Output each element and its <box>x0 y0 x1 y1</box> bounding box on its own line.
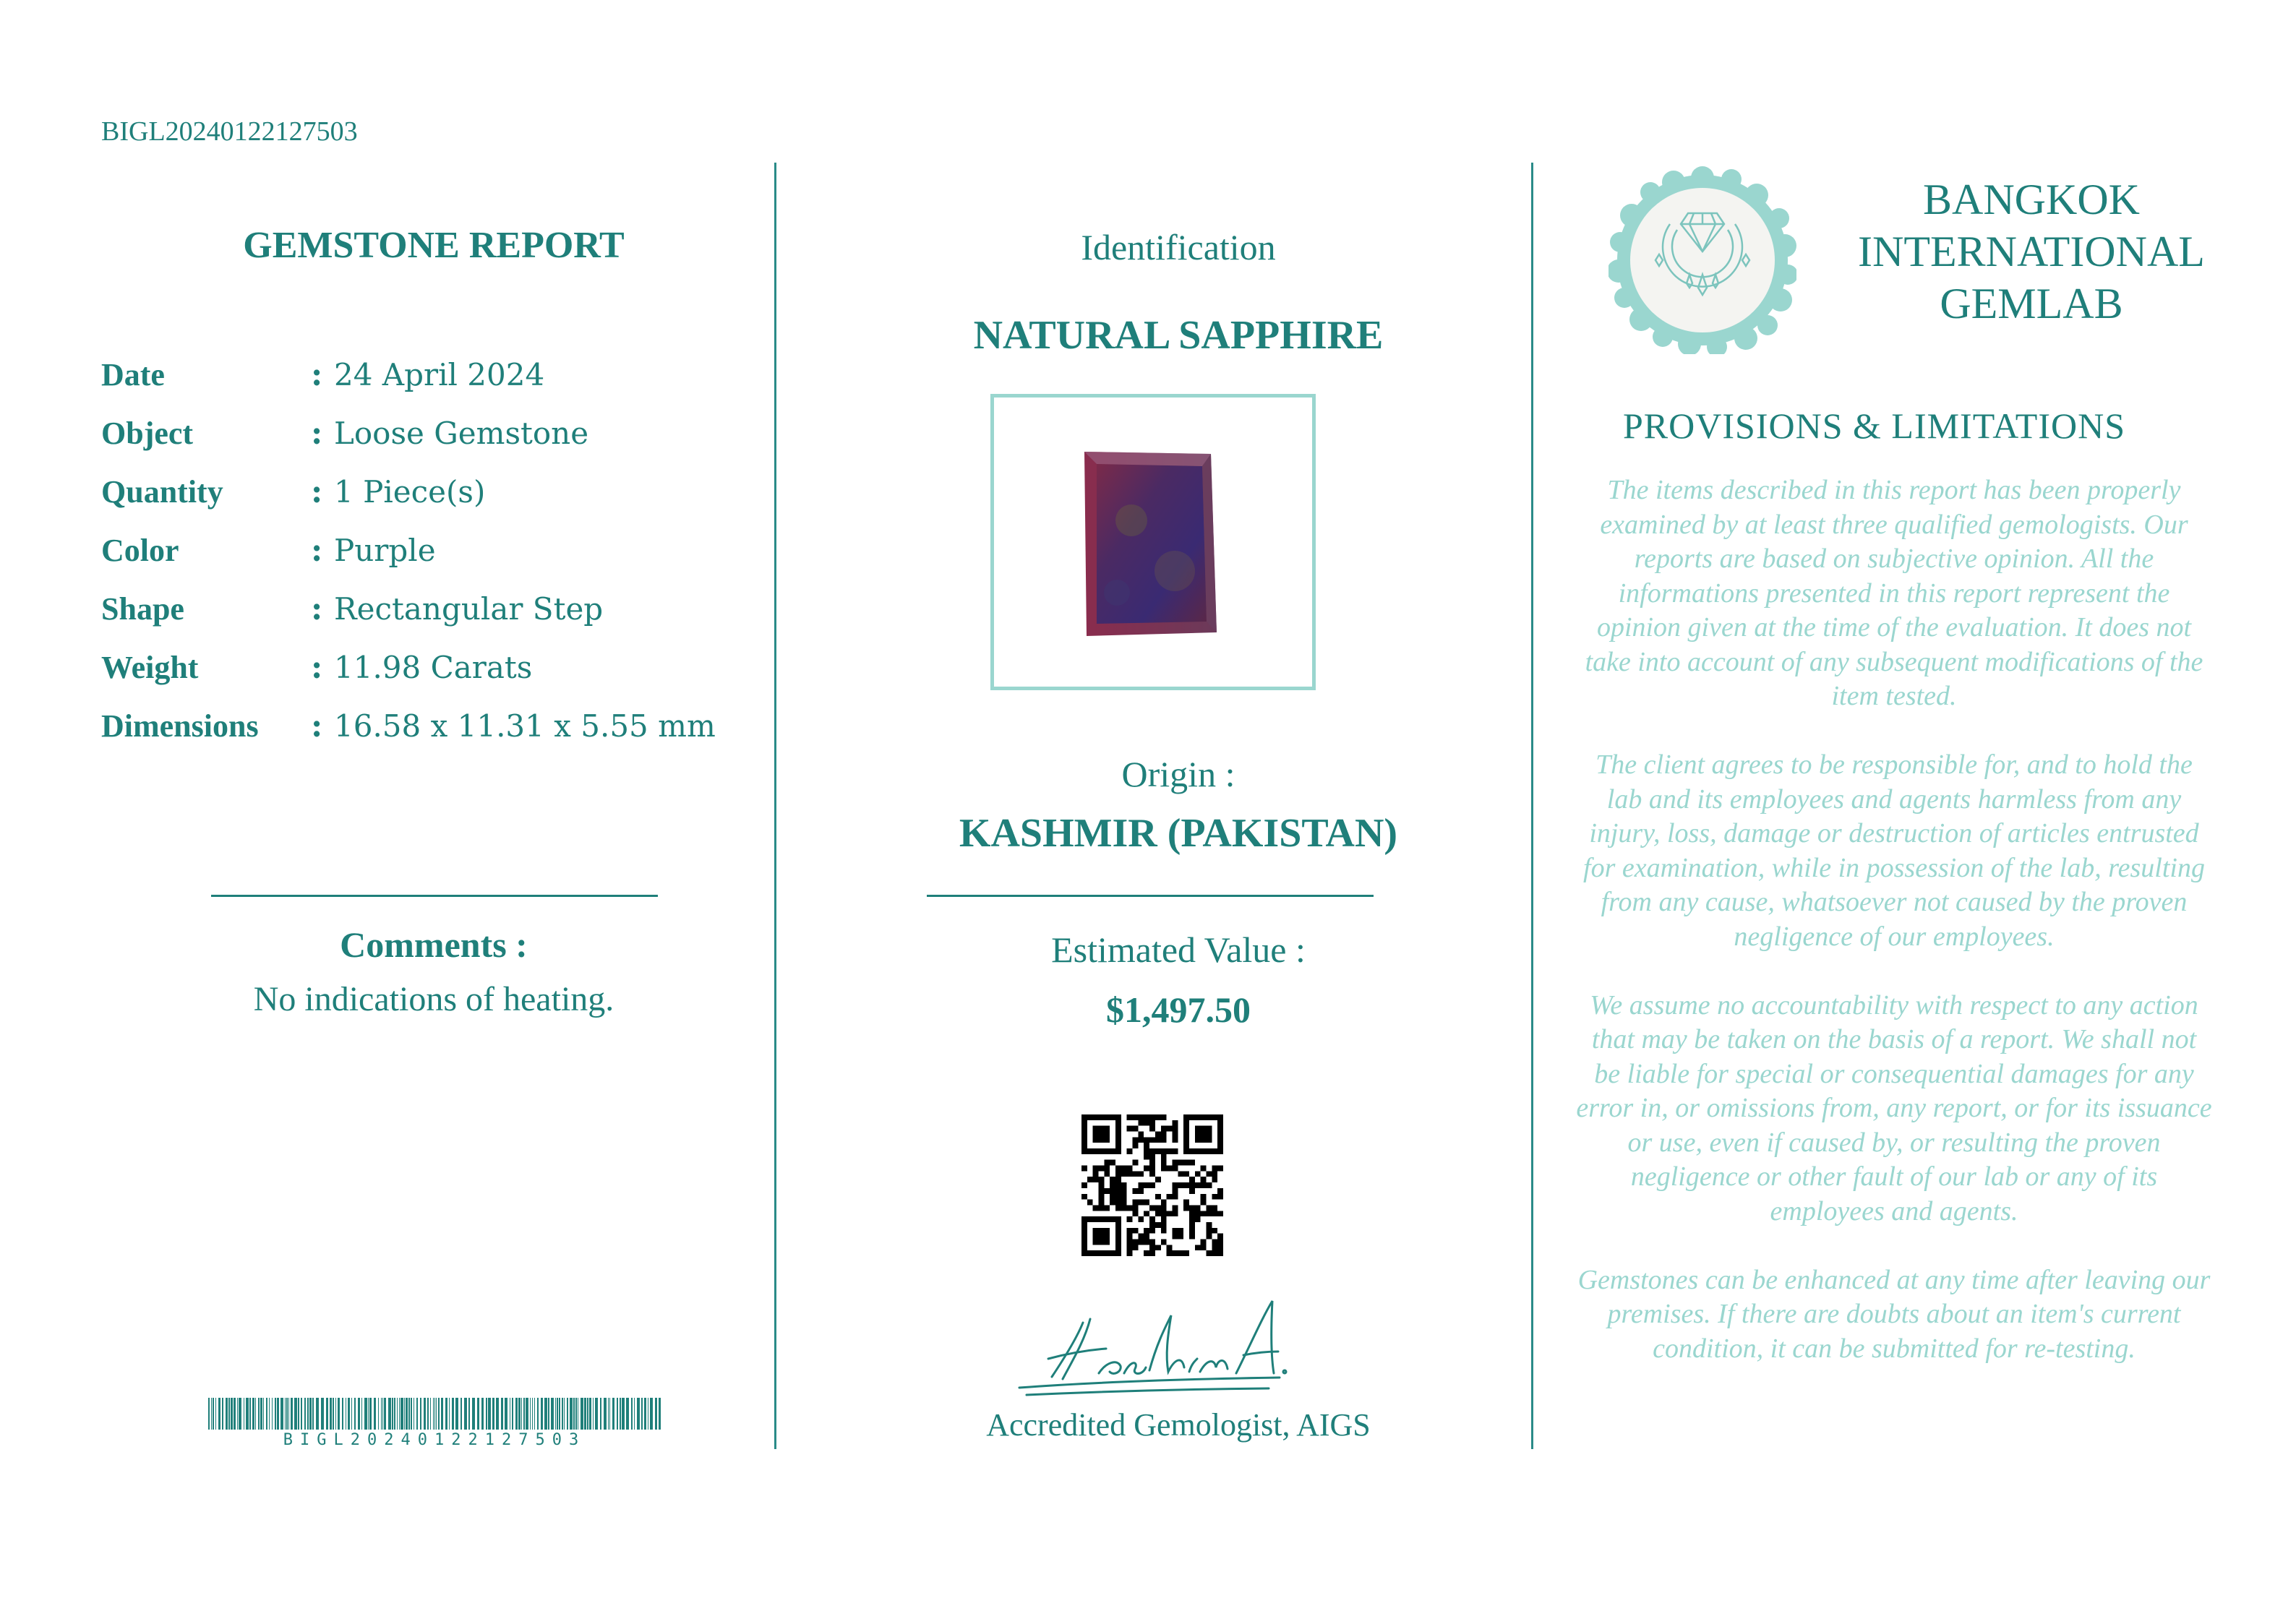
comments-title: Comments : <box>340 924 528 965</box>
detail-colon: : <box>311 532 323 569</box>
barcode <box>208 1398 661 1430</box>
lab-seal-logo <box>1609 166 1796 354</box>
provisions-paragraph: The client agrees to be responsible for, and to hold the lab and its employees and agents harmless from any injury, loss, damage or destruction of articles entrusted for examination, while in possession of the lab, resulting from any cause, whatsoever not caused by the proven negligence of our employees. <box>1583 749 2205 952</box>
qr-code <box>1081 1114 1223 1256</box>
report-number: BIGL20240122127503 <box>101 116 358 147</box>
detail-label: Quantity <box>101 474 223 510</box>
detail-value: 1 Piece(s) <box>334 474 486 510</box>
detail-value: Rectangular Step <box>334 591 604 627</box>
lab-name <box>1851 173 2212 330</box>
provisions-title: PROVISIONS & LIMITATIONS <box>1623 405 2126 446</box>
provisions-paragraph: The items described in this report has been properly examined by at least three qualified gemologists. Our reports are based on subjective opinion. All the informations presented in this report represent the opinion given at the time of the evaluation. It does not take into account of any subsequent modifications of the item tested. <box>1585 475 2203 711</box>
detail-value: 24 April 2024 <box>334 357 545 392</box>
provisions-paragraph: We assume no accountability with respect to any action that may be taken on the basis of a report. We shall not be liable for special or consequential damages for any error in, or omissions from, any report, or for its issuance or use, even if caused by, or resulting the proven negligence or other fault of our lab or any of its employees and agents. <box>1576 989 2212 1226</box>
gemologist-signature <box>998 1286 1301 1402</box>
estimated-value: $1,497.50 <box>1106 989 1251 1030</box>
detail-colon: : <box>311 415 323 452</box>
value-divider <box>927 895 1374 897</box>
detail-colon: : <box>311 356 323 393</box>
estimated-value-label: Estimated Value : <box>1051 929 1306 970</box>
origin-value: KASHMIR (PAKISTAN) <box>959 811 1398 856</box>
detail-value: Purple <box>334 533 436 568</box>
comments-divider <box>211 895 658 897</box>
detail-value: 11.98 Carats <box>334 650 533 685</box>
detail-label: Weight <box>101 650 199 685</box>
detail-value: 16.58 x 11.31 x 5.55 mm <box>334 708 716 744</box>
lab-name-line: INTERNATIONAL <box>1858 228 2205 275</box>
detail-colon: : <box>311 473 323 510</box>
detail-row-quantity <box>101 463 723 521</box>
detail-label: Color <box>101 533 179 568</box>
detail-row-color <box>101 521 723 580</box>
column-divider-left <box>774 163 776 1449</box>
gemstone-image <box>994 398 1312 687</box>
detail-value: Loose Gemstone <box>334 416 589 451</box>
identification-value: NATURAL SAPPHIRE <box>973 313 1384 358</box>
lab-name-line: BANGKOK <box>1923 176 2140 223</box>
gemologist-title: Accredited Gemologist, AIGS <box>986 1407 1371 1443</box>
provisions-body <box>1576 473 2212 1401</box>
provisions-paragraph: Gemstones can be enhanced at any time after leaving our premises. If there are doubts about an item's current condition, it can be submitted for re-testing. <box>1577 1264 2211 1364</box>
detail-row-date <box>101 345 723 404</box>
report-title: GEMSTONE REPORT <box>243 225 625 266</box>
barcode-text: BIGL20240122127503 <box>283 1431 586 1449</box>
detail-colon: : <box>311 590 323 627</box>
detail-label: Object <box>101 416 194 451</box>
origin-label: Origin : <box>1121 754 1235 794</box>
details-list <box>101 345 723 755</box>
detail-colon: : <box>311 649 323 686</box>
detail-row-shape <box>101 580 723 638</box>
detail-label: Shape <box>101 591 184 627</box>
lab-name-line: GEMLAB <box>1940 280 2123 327</box>
detail-row-dimensions <box>101 697 723 755</box>
detail-label: Dimensions <box>101 708 259 744</box>
gemstone-photo-frame <box>990 394 1316 690</box>
detail-row-object <box>101 404 723 463</box>
detail-colon: : <box>311 708 323 744</box>
detail-label: Date <box>101 357 165 392</box>
comments-text: No indications of heating. <box>253 980 614 1018</box>
detail-row-weight <box>101 638 723 697</box>
identification-label: Identification <box>1081 227 1276 267</box>
